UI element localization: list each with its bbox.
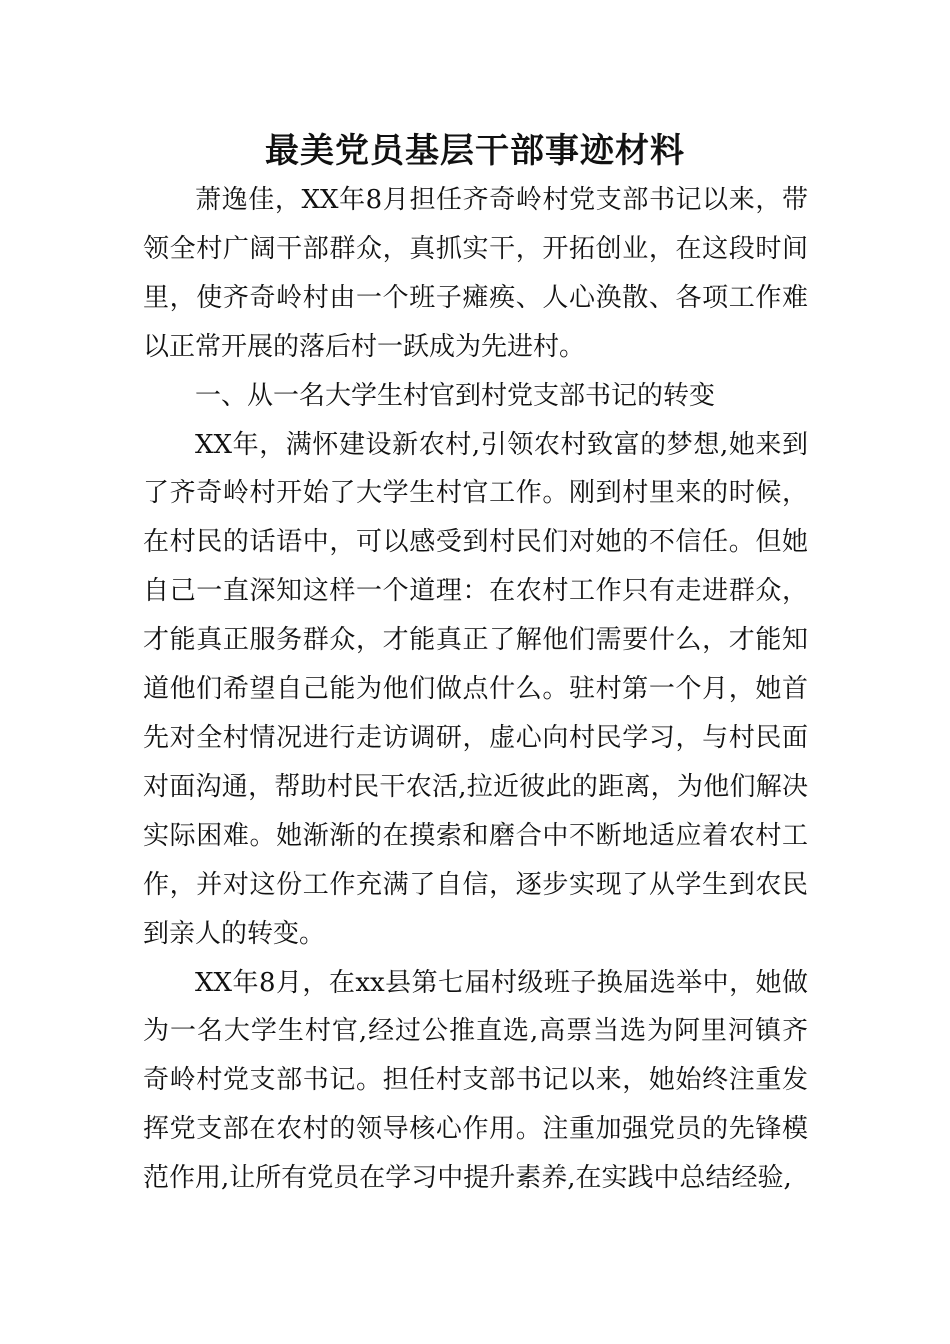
section-heading-1: 一、从一名大学生村官到村党支部书记的转变 bbox=[195, 380, 716, 411]
document-title: 最美党员基层干部事迹材料 bbox=[265, 131, 685, 171]
body-paragraph-1: XX年，满怀建设新农村,引领农村致富的梦想,她来到了齐奇岭村开始了大学生村官工作。刚到村里来的时候，在村民的话语中，可以感受到村民们对她的不信任。但她自己一直深知这样一个道理：在农村工作只有走进群众，才能真正服务群众，才能真正了解他们需要什么，才能知道他们希望自己能为他们做点什么。驻村第一个月，她首先对全村情况进行走访调研，虚心向村民学习，与村民面对面沟通，帮助村民干农活,拉近彼此的距离，为他们解决实际困难。她渐渐的在摸索和磨合中不断地适应着农村工作，并对这份工作充满了自信，逐步实现了从学生到农民到亲人的转变。 bbox=[143, 429, 808, 949]
intro-paragraph: 萧逸佳，XX年8月担任齐奇岭村党支部书记以来，带领全村广阔干部群众，真抓实干，开拓创业，在这段时间里，使齐奇岭村由一个班子瘫痪、人心涣散、各项工作难以正常开展的落后村一跃成为先进村。 bbox=[143, 185, 808, 362]
body-paragraph-2: XX年8月，在xx县第七届村级班子换届选举中，她做为一名大学生村官,经过公推直选,高票当选为阿里河镇齐奇岭村党支部书记。担任村支部书记以来，她始终注重发挥党支部在农村的领导核心作用。注重加强党员的先锋模范作用,让所有党员在学习中提升素养,在实践中总结经验, bbox=[143, 967, 808, 1194]
document-body bbox=[143, 176, 808, 1203]
